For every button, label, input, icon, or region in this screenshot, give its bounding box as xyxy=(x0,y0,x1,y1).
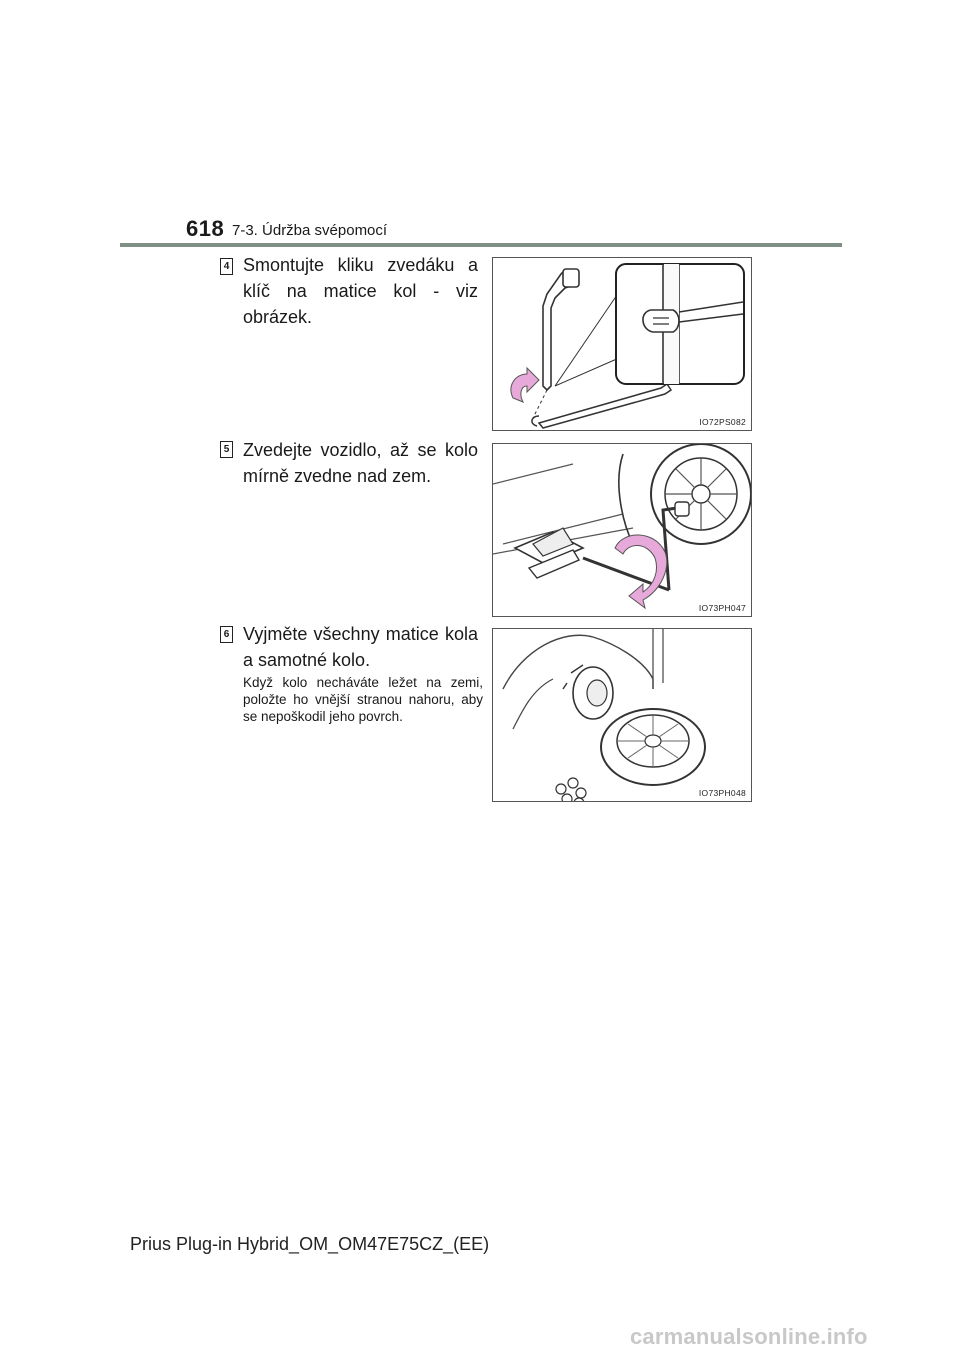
step-5-text: Zvedejte vozidlo, až se kolo mírně zvedne nad zem. xyxy=(243,440,478,486)
figure-code: IO72PS082 xyxy=(699,417,746,427)
section-title: 7-3. Údržba svépomocí xyxy=(232,222,388,239)
figure-code: IO73PH047 xyxy=(698,603,746,613)
step-badge-6: 6 xyxy=(220,626,233,643)
watermark: carmanualsonline.info xyxy=(630,1324,868,1349)
step-badge-4: 4 xyxy=(220,258,233,275)
step-4-text: Smontujte kliku zvedáku a klíč na matice kol - viz obrázek. xyxy=(243,255,478,327)
step-badge-5: 5 xyxy=(220,441,233,458)
remove-wheel-illustration xyxy=(493,629,751,801)
figure-jack-handle-assembly xyxy=(492,257,752,431)
jack-handle-illustration xyxy=(493,258,751,430)
figure-raise-vehicle xyxy=(492,443,752,617)
figure-code: IO73PH048 xyxy=(698,788,746,798)
step-6-text: Vyjměte všechny matice kola a samotné kolo. xyxy=(243,624,478,670)
page-number: 618 xyxy=(186,216,225,241)
figure-remove-wheel xyxy=(492,628,752,802)
step-6-note: Když kolo necháváte ležet na zemi, položte ho vnější stranou nahoru, aby se nepoškodil jeho povrch. xyxy=(243,675,483,724)
document-footer: Prius Plug-in Hybrid_OM_OM47E75CZ_(EE) xyxy=(130,1234,490,1254)
header-rule xyxy=(120,243,842,247)
raise-vehicle-illustration xyxy=(493,444,751,616)
